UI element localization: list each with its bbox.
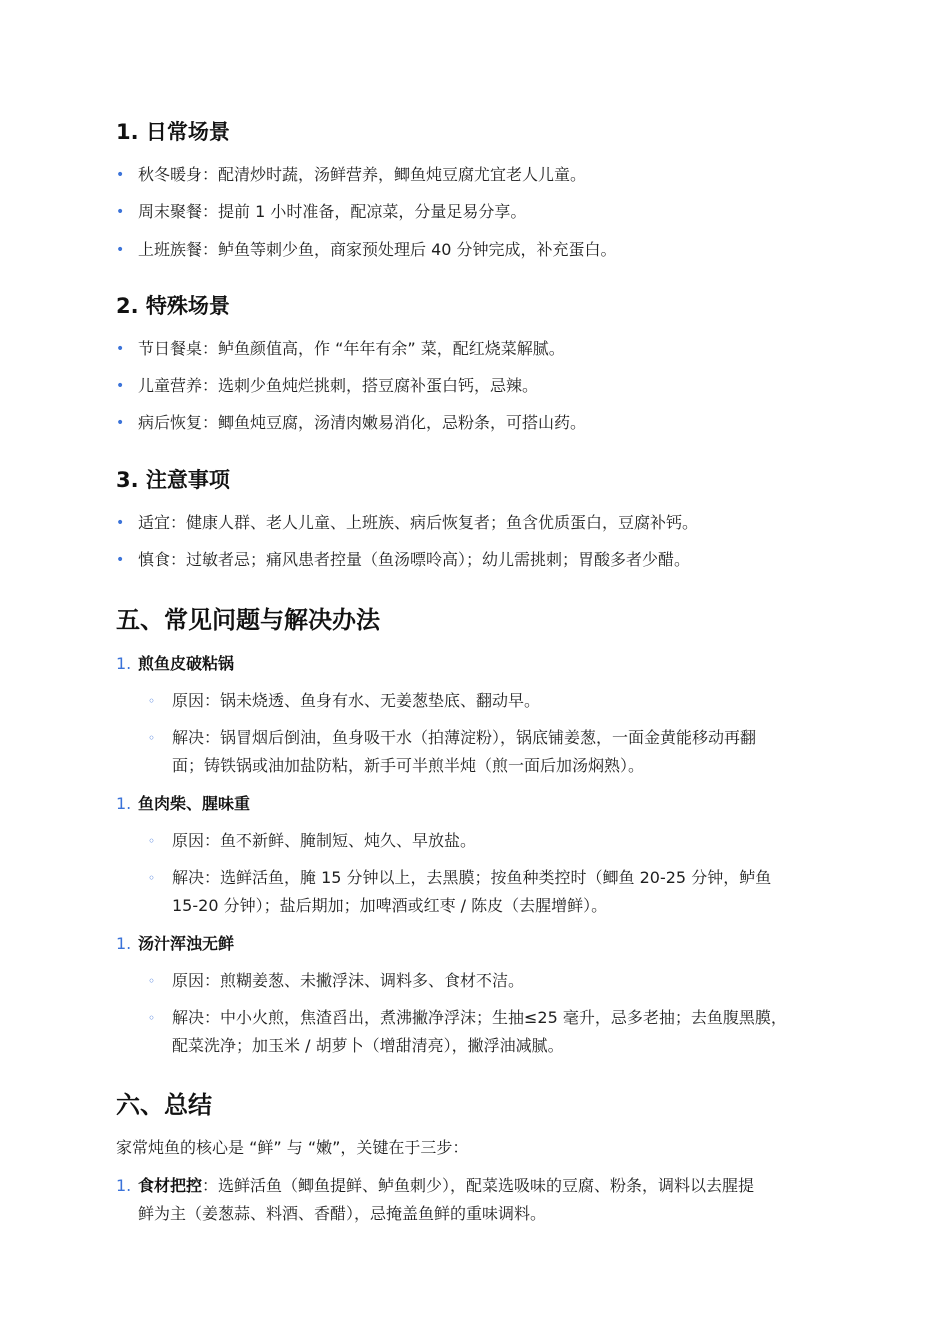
- bullet-icon: •: [116, 204, 125, 220]
- summary-item-label: 食材把控: [138, 1176, 203, 1195]
- list-item: 病后恢复：鲫鱼炖豆腐，汤清肉嫩易消化，忌粉条，可搭山药。: [138, 413, 587, 432]
- list-item: 节日餐桌：鲈鱼颜值高，作 “年年有余” 菜，配红烧菜解腻。: [138, 339, 565, 358]
- faq-solution: 解决：中小火煎，焦渣舀出，煮沸撇净浮沫；生抽≤25 毫升，忌多老抽；去鱼腹黑膜，: [172, 1008, 787, 1027]
- subbullet-icon: ◦: [148, 871, 156, 885]
- faq-solution: 解决：锅冒烟后倒油，鱼身吸干水（拍薄淀粉），锅底铺姜葱，一面金黄能移动再翻: [172, 728, 757, 747]
- faq-cause: 原因：鱼不新鲜、腌制短、炖久、早放盐。: [172, 831, 477, 850]
- list-number: 1.: [116, 654, 132, 673]
- bullet-icon: •: [116, 167, 125, 183]
- bullet-icon: •: [116, 415, 125, 431]
- faq-cause: 原因：锅未烧透、鱼身有水、无姜葱垫底、翻动早。: [172, 691, 541, 710]
- section-heading-notes: 3. 注意事项: [116, 468, 230, 492]
- faq-solution-continued: 15-20 分钟）；盐后期加；加啤酒或红枣 / 陈皮（去腥增鲜）。: [172, 896, 608, 915]
- list-item: 上班族餐：鲈鱼等刺少鱼，商家预处理后 40 分钟完成，补充蛋白。: [138, 240, 617, 259]
- subbullet-icon: ◦: [148, 834, 156, 848]
- summary-intro: 家常炖鱼的核心是 “鲜” 与 “嫩”，关键在于三步：: [116, 1138, 469, 1157]
- faq-solution: 解决：选鲜活鱼，腌 15 分钟以上，去黑膜；按鱼种类控时（鲫鱼 20-25 分钟，鲈鱼: [172, 868, 772, 887]
- list-item: 儿童营养：选刺少鱼炖烂挑刺，搭豆腐补蛋白钙，忌辣。: [138, 376, 539, 395]
- faq-solution-continued: 配菜洗净；加玉米 / 胡萝卜（增甜清亮），撇浮油减腻。: [172, 1036, 564, 1055]
- summary-item-continued: 鲜为主（姜葱蒜、料酒、香醋），忌掩盖鱼鲜的重味调料。: [138, 1204, 547, 1223]
- subbullet-icon: ◦: [148, 731, 156, 745]
- list-item: 秋冬暖身：配清炒时蔬，汤鲜营养，鲫鱼炖豆腐尤宜老人儿童。: [138, 165, 587, 184]
- list-number: 1.: [116, 1176, 132, 1195]
- summary-item-text: ：选鲜活鱼（鲫鱼提鲜、鲈鱼刺少），配菜选吸味的豆腐、粉条，调料以去腥提: [202, 1176, 755, 1195]
- summary-heading: 六、总结: [116, 1091, 212, 1119]
- subbullet-icon: ◦: [148, 694, 156, 708]
- summary-item: [138, 1175, 754, 1197]
- faq-heading: 五、常见问题与解决办法: [116, 606, 380, 634]
- faq-item-title: 汤汁浑浊无鲜: [138, 934, 235, 953]
- bullet-icon: •: [116, 242, 125, 258]
- bullet-icon: •: [116, 341, 125, 357]
- subbullet-icon: ◦: [148, 1011, 156, 1025]
- bullet-icon: •: [116, 515, 125, 531]
- bullet-icon: •: [116, 552, 125, 568]
- list-number: 1.: [116, 934, 132, 953]
- subbullet-icon: ◦: [148, 974, 156, 988]
- bullet-icon: •: [116, 378, 125, 394]
- faq-cause: 原因：煎糊姜葱、未撇浮沫、调料多、食材不洁。: [172, 971, 525, 990]
- faq-item-title: 煎鱼皮破粘锅: [138, 654, 235, 673]
- section-heading-daily: 1. 日常场景: [116, 120, 230, 144]
- list-item: 周末聚餐：提前 1 小时准备，配凉菜，分量足易分享。: [138, 202, 527, 221]
- list-item: 适宜：健康人群、老人儿童、上班族、病后恢复者；鱼含优质蛋白，豆腐补钙。: [138, 513, 699, 532]
- faq-item-title: 鱼肉柴、腥味重: [138, 794, 251, 813]
- list-item: 慎食：过敏者忌；痛风患者控量（鱼汤嘌呤高）；幼儿需挑刺；胃酸多者少醋。: [138, 550, 691, 569]
- faq-solution-continued: 面；铸铁锅或油加盐防粘，新手可半煎半炖（煎一面后加汤焖熟）。: [172, 756, 645, 775]
- section-heading-special: 2. 特殊场景: [116, 294, 230, 318]
- list-number: 1.: [116, 794, 132, 813]
